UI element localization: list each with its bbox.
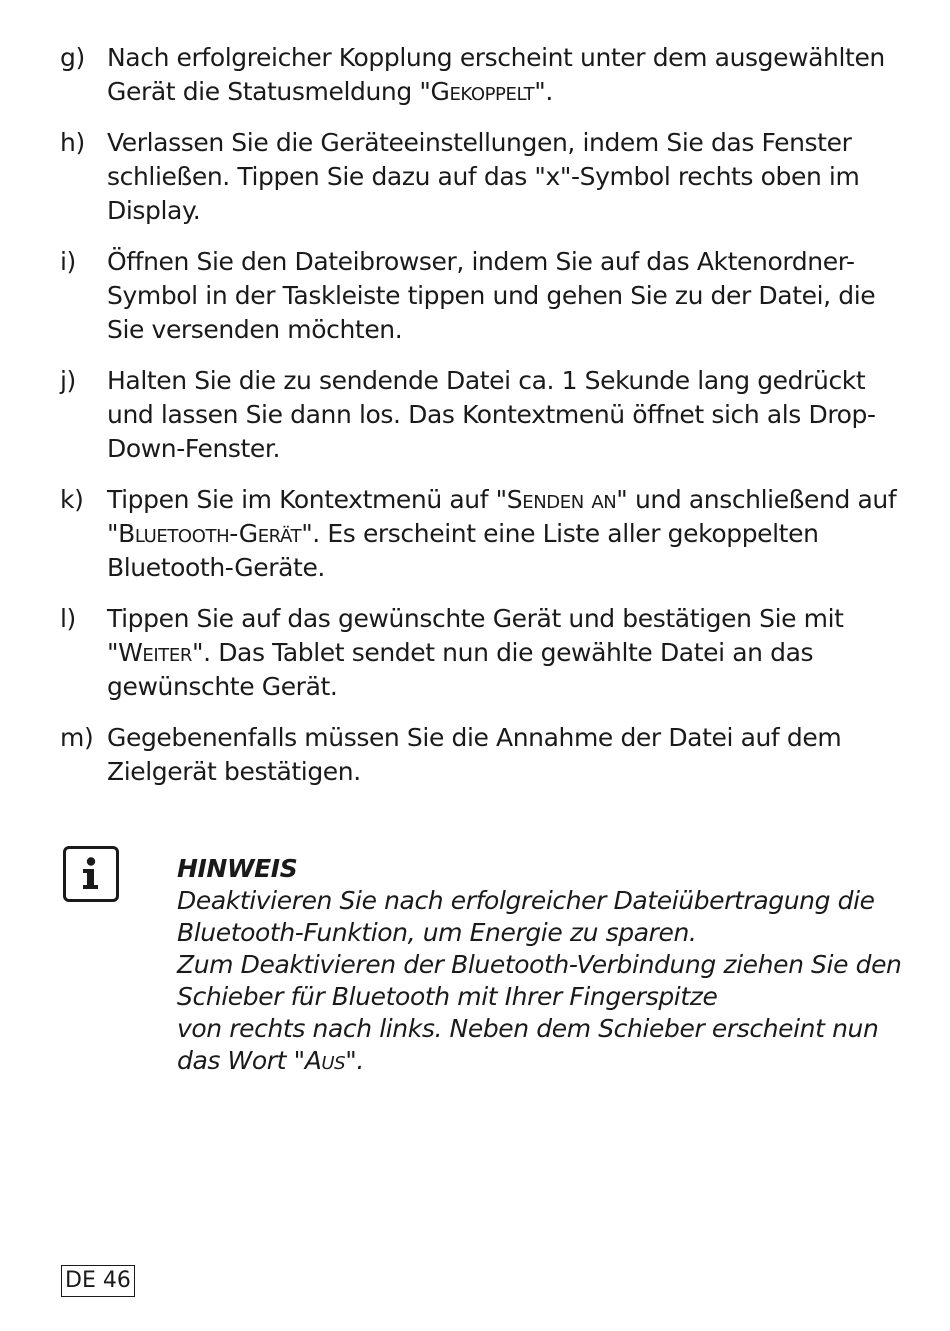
text-run: Tippen Sie auf das gewünschte Gerät und bestätigen Sie mit " [107,604,844,667]
step-letter: i) [60,247,76,276]
text-run: Halten Sie die zu sendende Datei ca. 1 Sekunde lang gedrückt und lassen Sie dann los. Das Kontextmenü öffnet sich als Drop-Down-Fenster. [107,366,876,463]
note-title: HINWEIS [177,854,298,883]
step-text [107,245,900,347]
page-number: DE 46 [61,1265,135,1297]
text-run: Zum Deaktivieren der Bluetooth-Verbindung ziehen Sie den Schieber für Bluetooth mit Ihrer Fingerspitze [177,950,902,1011]
step-text [107,364,900,466]
note-line [177,949,907,1013]
text-run: Nach erfolgreicher Kopplung erscheint unter dem ausgewählten Gerät die Statusmeldung " [107,43,885,106]
step-letter: m) [60,723,94,752]
info-icon [63,846,119,902]
text-run: ". [534,77,553,106]
note-line [177,1013,907,1077]
text-run: von rechts nach links. Neben dem Schieber erscheint nun das Wort " [177,1014,879,1075]
text-run: Gegebenenfalls müssen Sie die Annahme der Datei auf dem Zielgerät bestätigen. [107,723,842,786]
text-run: ". [345,1046,364,1075]
step-text [107,41,900,109]
text-run: ". Es erscheint eine Liste aller gekoppelten Bluetooth-Geräte. [107,519,819,582]
ui-term: Senden an [506,485,617,514]
note-body [177,885,907,1077]
step-item [60,483,900,585]
instruction-steps [60,41,900,806]
step-item [60,602,900,704]
step-text [107,126,900,228]
text-run: Tippen Sie im Kontextmenü auf " [107,485,507,514]
step-letter: j) [60,366,76,395]
text-run: Verlassen Sie die Geräteeinstellungen, indem Sie das Fenster schließen. Tippen Sie dazu auf das "x"-Symbol rechts oben im Display. [107,128,860,225]
text-run: ". Das Tablet sendet nun die gewählte Datei an das gewünschte Gerät. [107,638,814,701]
step-text [107,602,900,704]
step-letter: l) [60,604,76,633]
step-item [60,41,900,109]
text-run: Öffnen Sie den Dateibrowser, indem Sie auf das Aktenordner-Symbol in der Taskleiste tippen und gehen Sie zu der Datei, die Sie versenden möchten. [107,247,876,344]
ui-term: Weiter [118,638,192,667]
note-line [177,885,907,949]
note-box [177,853,907,1077]
ui-term: Bluetooth-Gerät [118,519,302,548]
ui-term: Gekoppelt [430,77,535,106]
step-letter: h) [60,128,85,157]
step-item [60,245,900,347]
text-run: " und anschließend auf " [107,485,897,548]
step-text [107,721,900,789]
ui-term: Aus [304,1046,346,1075]
step-item [60,126,900,228]
step-text [107,483,900,585]
text-run: Deaktivieren Sie nach erfolgreicher Dateiübertragung die Bluetooth-Funktion, um Energie zu sparen. [177,886,875,947]
step-letter: g) [60,43,85,72]
step-letter: k) [60,485,84,514]
step-item [60,721,900,789]
step-item [60,364,900,466]
